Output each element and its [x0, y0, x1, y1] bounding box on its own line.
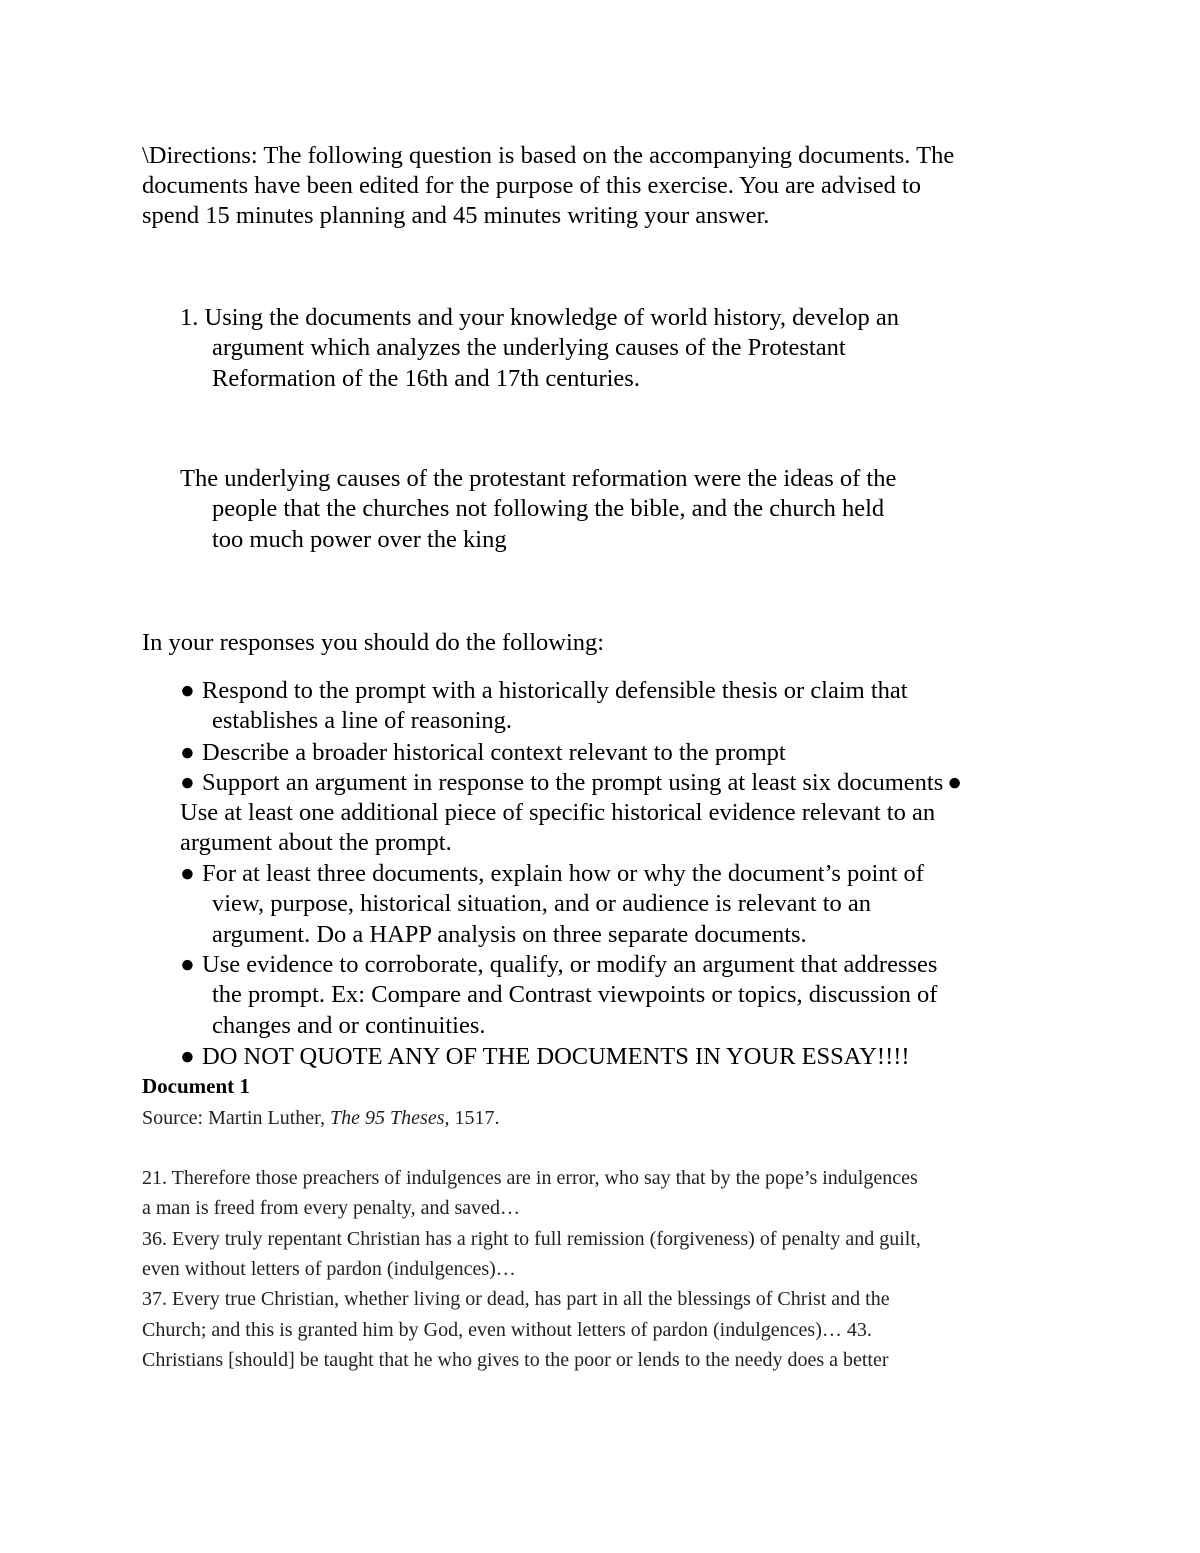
source-prefix: Source: Martin Luther, — [142, 1107, 331, 1129]
instruction-text: the prompt. Ex: Compare and Contrast viewpoints or topics, discussion of — [212, 981, 938, 1008]
thesis-line: a man is freed from every penalty, and saved… — [142, 1197, 520, 1219]
instruction-text: establishes a line of reasoning. — [212, 707, 513, 734]
instruction-text: For at least three documents, explain how or why the document’s point of — [202, 860, 924, 887]
instruction-text: Respond to the prompt with a historically defensible thesis or claim that — [202, 677, 908, 704]
bullet-icon: ● — [947, 769, 963, 796]
bullet-icon: ● — [180, 951, 195, 978]
instruction-text: changes and or continuities. — [212, 1012, 486, 1039]
bullet-icon: ● — [180, 739, 195, 766]
thesis-line: Church; and this is granted him by God, even without letters of pardon (indulgences)… 43. — [142, 1319, 872, 1341]
answer-line: people that the churches not following the bible, and the church held — [212, 495, 885, 522]
thesis-line: even without letters of pardon (indulgences)… — [142, 1258, 516, 1280]
bullet-icon: ● — [180, 860, 195, 887]
instruction-item — [180, 768, 962, 798]
instruction-text: DO NOT QUOTE ANY OF THE DOCUMENTS IN YOUR ESSAY!!!! — [202, 1043, 910, 1070]
instruction-text: argument about the prompt. — [180, 829, 452, 856]
document-heading: Document 1 — [142, 1074, 250, 1098]
source-suffix: , 1517. — [444, 1107, 500, 1129]
bullet-icon: ● — [180, 769, 195, 796]
answer-line: too much power over the king — [212, 526, 507, 553]
bullet-icon: ● — [180, 1043, 195, 1070]
document-source — [142, 1103, 500, 1133]
directions-line: \Directions: The following question is based on the accompanying documents. The — [142, 142, 955, 169]
question-line: Reformation of the 16th and 17th centuries. — [212, 365, 640, 392]
bullet-icon: ● — [180, 677, 195, 704]
source-title: The 95 Theses — [330, 1107, 445, 1129]
thesis-line: 21. Therefore those preachers of indulgences are in error, who say that by the pope’s indulgences — [142, 1167, 918, 1189]
answer-line: The underlying causes of the protestant reformation were the ideas of the — [180, 465, 897, 492]
question-line: argument which analyzes the underlying causes of the Protestant — [212, 334, 846, 361]
instruction-item — [180, 950, 937, 980]
thesis-line: Christians [should] be taught that he who gives to the poor or lends to the needy does a better — [142, 1349, 889, 1371]
question-line: 1. Using the documents and your knowledge of world history, develop an — [180, 304, 899, 331]
instruction-item — [180, 1042, 910, 1072]
instruction-text: Support an argument in response to the prompt using at least six documents — [202, 769, 944, 796]
instruction-item — [180, 676, 908, 706]
thesis-line: 37. Every true Christian, whether living or dead, has part in all the blessings of Christ and the — [142, 1288, 890, 1310]
instruction-item — [180, 738, 786, 768]
directions-line: spend 15 minutes planning and 45 minutes writing your answer. — [142, 202, 770, 229]
instruction-text: Describe a broader historical context relevant to the prompt — [202, 739, 786, 766]
instruction-text: view, purpose, historical situation, and or audience is relevant to an — [212, 890, 872, 917]
instructions-intro: In your responses you should do the following: — [142, 629, 605, 656]
instruction-item — [180, 859, 924, 889]
instruction-text: Use evidence to corroborate, qualify, or modify an argument that addresses — [202, 951, 938, 978]
instruction-text: Use at least one additional piece of specific historical evidence relevant to an — [180, 799, 936, 826]
thesis-line: 36. Every truly repentant Christian has a right to full remission (forgiveness) of penalty and guilt, — [142, 1228, 921, 1250]
directions-line: documents have been edited for the purpose of this exercise. You are advised to — [142, 172, 922, 199]
instruction-text: argument. Do a HAPP analysis on three separate documents. — [212, 921, 807, 948]
